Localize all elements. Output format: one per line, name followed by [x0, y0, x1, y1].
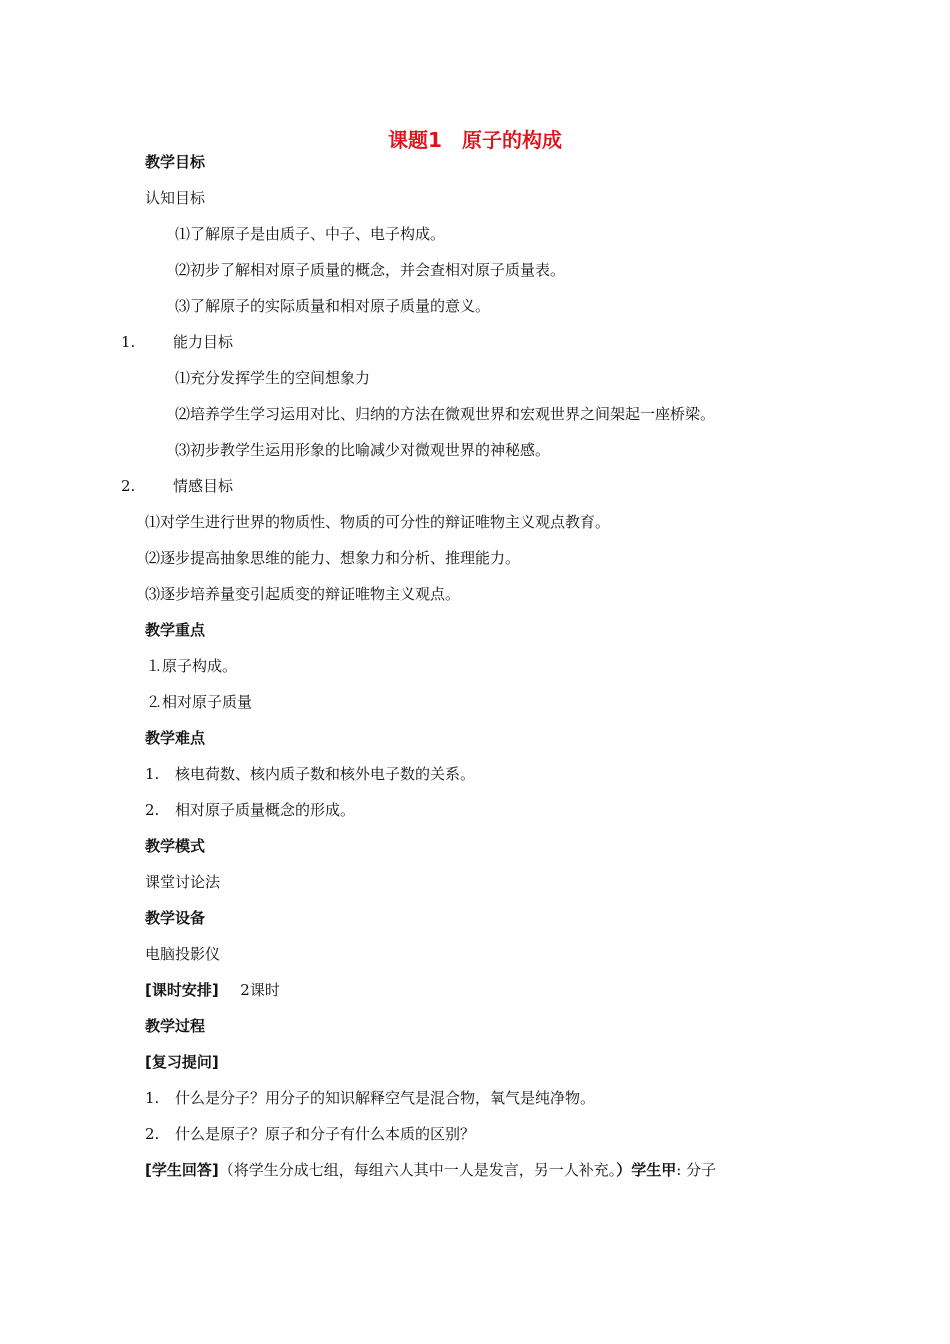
answer-row: [145, 1160, 716, 1180]
review-item: [145, 1124, 475, 1144]
emotion-item: ⑵逐步提高抽象思维的能力、想象力和分析、推理能力。: [145, 549, 521, 567]
key-points-heading: 教学重点: [145, 621, 206, 639]
key-point-item: ⒉相对原子质量: [147, 693, 253, 711]
process-heading: 教学过程: [145, 1017, 206, 1035]
page-title: 课题1 原子的构成: [388, 128, 562, 152]
list-number: 1.: [145, 1089, 160, 1107]
difficulty-text: 相对原子质量概念的形成。: [175, 801, 356, 819]
equipment-heading: 教学设备: [145, 909, 206, 927]
answer-text: （将学生分成七组，每组六人其中一人是发言，另一人补充。: [218, 1161, 617, 1179]
emotion-heading: 情感目标: [173, 477, 234, 495]
review-text: 什么是分子？用分子的知识解释空气是混合物，氧气是纯净物。: [175, 1089, 596, 1107]
goals-heading: 教学目标: [145, 153, 206, 171]
ability-item: ⑴充分发挥学生的空间想象力: [175, 369, 371, 387]
mode-value: 课堂讨论法: [145, 873, 221, 891]
review-label: [复习提问]: [145, 1053, 219, 1071]
answer-student: ）学生甲: [616, 1161, 677, 1179]
schedule-row: [145, 980, 280, 1000]
list-number: 1.: [145, 765, 160, 783]
difficulty-item: [145, 764, 475, 784]
review-item: [145, 1088, 595, 1108]
list-number: 2.: [121, 477, 136, 495]
schedule-value: 2课时: [240, 981, 280, 999]
answer-rest: : 分子: [676, 1161, 717, 1179]
ability-item: ⑵培养学生学习运用对比、归纳的方法在微观世界和宏观世界之间架起一座桥梁。: [175, 405, 716, 423]
ability-heading-row: [121, 332, 233, 352]
emotion-item: ⑶逐步培养量变引起质变的辩证唯物主义观点。: [145, 585, 461, 603]
mode-heading: 教学模式: [145, 837, 206, 855]
ability-heading: 能力目标: [173, 333, 234, 351]
difficulties-heading: 教学难点: [145, 729, 206, 747]
equipment-value: 电脑投影仪: [145, 945, 221, 963]
cognitive-item: ⑶了解原子的实际质量和相对原子质量的意义。: [175, 297, 491, 315]
emotion-item: ⑴对学生进行世界的物质性、物质的可分性的辩证唯物主义观点教育。: [145, 513, 611, 531]
schedule-label: [课时安排]: [145, 981, 219, 999]
cognitive-item: ⑴了解原子是由质子、中子、电子构成。: [175, 225, 446, 243]
review-text: 什么是原子？原子和分子有什么本质的区别？: [175, 1125, 476, 1143]
cognitive-heading: 认知目标: [145, 189, 206, 207]
ability-item: ⑶初步教学生运用形象的比喻减少对微观世界的神秘感。: [175, 441, 551, 459]
difficulty-text: 核电荷数、核内质子数和核外电子数的关系。: [175, 765, 476, 783]
answer-label: [学生回答]: [145, 1161, 219, 1179]
list-number: 1.: [121, 333, 136, 351]
difficulty-item: [145, 800, 355, 820]
key-point-item: ⒈原子构成。: [147, 657, 238, 675]
cognitive-item: ⑵初步了解相对原子质量的概念，并会查相对原子质量表。: [175, 261, 566, 279]
list-number: 2.: [145, 1125, 160, 1143]
list-number: 2.: [145, 801, 160, 819]
emotion-heading-row: [121, 476, 233, 496]
